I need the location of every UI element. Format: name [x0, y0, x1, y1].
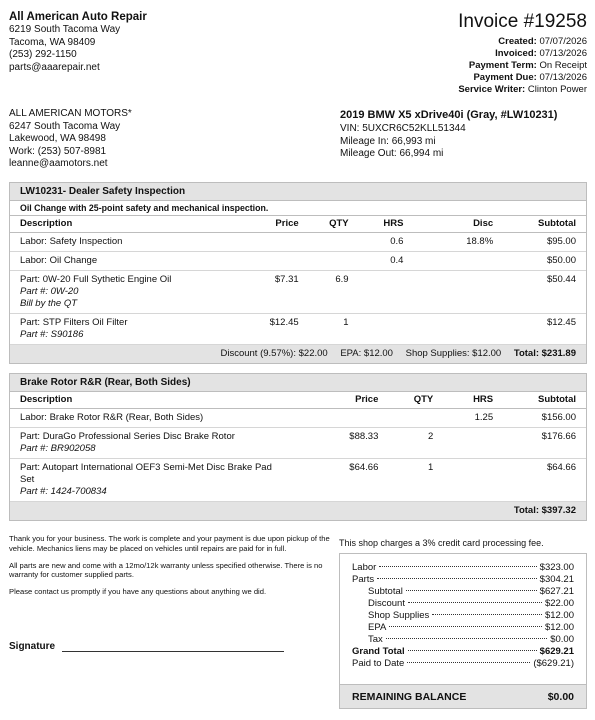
job-title: Brake Rotor R&R (Rear, Both Sides) — [10, 374, 586, 392]
remaining-balance-value: $0.00 — [547, 691, 574, 703]
invoice-created: Created: 07/07/2026 — [498, 36, 587, 47]
table-header-row — [10, 392, 586, 408]
table-row — [10, 270, 586, 313]
customer-name: ALL AMERICAN MOTORS* — [9, 108, 132, 119]
item-hrs: 0.4 — [359, 251, 414, 270]
col-hrs: HRS — [359, 216, 414, 232]
summary-shop-supplies: Shop Supplies $12.00 — [368, 610, 574, 621]
vehicle-mileage-in: Mileage In: 66,993 mi — [340, 135, 436, 147]
item-description-cell — [10, 270, 239, 313]
vehicle-vin: VIN: 5UXCR6C52KLL51344 — [340, 123, 466, 134]
item-subtotal: $12.45 — [503, 313, 586, 344]
summary-labor: Labor $323.00 — [352, 562, 574, 573]
col-qty: QTY — [309, 216, 359, 232]
item-price: $64.66 — [289, 458, 389, 501]
item-hrs: 0.6 — [359, 232, 414, 251]
item-price: $12.45 — [239, 313, 309, 344]
col-disc: Disc — [413, 216, 503, 232]
item-part-number: Part #: 1424-700834 — [20, 485, 107, 497]
note-contact: Please contact us promptly if you have any questions about anything we did. — [9, 587, 267, 597]
customer-address-line1: 6247 South Tacoma Way — [9, 120, 121, 132]
summary-subtotal: Subtotal $627.21 — [368, 586, 574, 597]
summary-discount: Discount $22.00 — [368, 598, 574, 609]
invoice-payment-due: Payment Due: 07/13/2026 — [473, 72, 587, 83]
customer-phone: Work: (253) 507-8981 — [9, 145, 107, 157]
shop-phone: (253) 292-1150 — [9, 49, 77, 60]
signature-label: Signature — [9, 641, 56, 652]
item-description: Part: DuraGo Professional Series Disc Brake Rotor — [20, 430, 235, 442]
job-shop-supplies: Shop Supplies: $12.00 — [405, 347, 502, 359]
invoice-invoiced: Invoiced: 07/13/2026 — [495, 48, 587, 59]
vehicle-mileage-out: Mileage Out: 66,994 mi — [340, 148, 444, 159]
job-footer — [10, 502, 586, 520]
item-price: $88.33 — [289, 427, 389, 458]
job-total: Total: $231.89 — [513, 347, 576, 359]
item-hrs — [359, 270, 414, 313]
job-total: Total: $397.32 — [513, 504, 576, 516]
shop-name: All American Auto Repair — [9, 11, 147, 23]
item-description: Labor: Safety Inspection — [10, 232, 239, 251]
customer-email[interactable]: leanne@aamotors.net — [9, 158, 108, 169]
item-note: Bill by the QT — [20, 297, 78, 309]
item-hrs — [359, 313, 414, 344]
job-title: LW10231- Dealer Safety Inspection — [10, 183, 586, 201]
job-discount: Discount (9.57%): $22.00 — [220, 347, 328, 359]
item-description: Part: 0W-20 Full Sythetic Engine Oil — [20, 273, 172, 285]
item-part-number: Part #: BR902058 — [20, 442, 96, 454]
summary-grand-total: Grand Total $629.21 — [352, 646, 574, 657]
item-hrs — [443, 427, 503, 458]
shop-info — [9, 10, 249, 74]
job-line-items-table — [10, 392, 586, 502]
item-description-cell — [10, 427, 289, 458]
item-part-number: Part #: S90186 — [20, 328, 84, 340]
invoice-header — [327, 10, 587, 96]
col-subtotal: Subtotal — [503, 216, 586, 232]
credit-card-note: This shop charges a 3% credit card processing fee. — [339, 538, 544, 548]
item-subtotal: $64.66 — [503, 458, 586, 501]
remaining-balance — [340, 684, 586, 708]
table-row — [10, 232, 586, 251]
item-disc — [413, 251, 503, 270]
job-epa: EPA: $12.00 — [340, 347, 393, 359]
col-description: Description — [10, 392, 289, 408]
job-description: Oil Change with 25-point safety and mechanical inspection. — [10, 201, 586, 216]
vehicle-title: 2019 BMW X5 xDrive40i (Gray, #LW10231) — [340, 109, 558, 121]
item-disc — [413, 270, 503, 313]
item-price — [239, 232, 309, 251]
item-qty: 1 — [309, 313, 359, 344]
item-hrs — [443, 458, 503, 501]
job-brake-rotor — [9, 373, 587, 521]
item-hrs: 1.25 — [443, 408, 503, 427]
item-price: $7.31 — [239, 270, 309, 313]
item-description: Part: STP Filters Oil Filter — [20, 316, 128, 328]
col-qty: QTY — [388, 392, 443, 408]
table-row — [10, 427, 586, 458]
item-qty — [388, 408, 443, 427]
job-safety-inspection — [9, 182, 587, 364]
item-subtotal: $50.00 — [503, 251, 586, 270]
item-price — [289, 408, 389, 427]
shop-email[interactable]: parts@aaarepair.net — [9, 61, 100, 73]
col-price: Price — [289, 392, 389, 408]
item-qty: 2 — [388, 427, 443, 458]
invoice-payment-term: Payment Term: On Receipt — [468, 60, 587, 71]
item-description: Labor: Brake Rotor R&R (Rear, Both Sides) — [10, 408, 289, 427]
shop-address-line1: 6219 South Tacoma Way — [9, 24, 121, 35]
summary-paid-to-date: Paid to Date ($629.21) — [352, 658, 574, 669]
item-qty: 6.9 — [309, 270, 359, 313]
item-subtotal: $176.66 — [503, 427, 586, 458]
note-payment: Thank you for your business. The work is complete and your payment is due upon pickup of the vehicle. Mechanics liens may be placed on vehicles until repairs are paid for in full. — [9, 534, 330, 553]
table-row — [10, 408, 586, 427]
item-subtotal: $156.00 — [503, 408, 586, 427]
item-description-cell — [10, 458, 289, 501]
summary-parts: Parts $304.21 — [352, 574, 574, 585]
col-subtotal: Subtotal — [503, 392, 586, 408]
table-row — [10, 458, 586, 501]
item-disc: 18.8% — [413, 232, 503, 251]
item-description: Labor: Oil Change — [10, 251, 239, 270]
col-price: Price — [239, 216, 309, 232]
invoice-title: Invoice #19258 — [458, 11, 587, 32]
remaining-balance-label: REMAINING BALANCE — [352, 691, 467, 703]
col-description: Description — [10, 216, 239, 232]
job-line-items-table — [10, 216, 586, 345]
invoice-service-writer: Service Writer: Clinton Power — [458, 84, 587, 95]
item-description-cell — [10, 313, 239, 344]
table-row — [10, 251, 586, 270]
item-subtotal: $50.44 — [503, 270, 586, 313]
table-row — [10, 313, 586, 344]
customer-info — [9, 108, 249, 171]
item-qty: 1 — [388, 458, 443, 501]
summary-epa: EPA $12.00 — [368, 622, 574, 633]
item-qty — [309, 251, 359, 270]
col-hrs: HRS — [443, 392, 503, 408]
item-description: Part: Autopart International OEF3 Semi-Met Disc Brake Pad Set — [20, 461, 272, 485]
shop-address-line2: Tacoma, WA 98409 — [9, 36, 96, 48]
item-qty — [309, 232, 359, 251]
invoice-notes — [9, 534, 334, 604]
summary-tax: Tax $0.00 — [368, 634, 574, 645]
invoice-summary — [339, 553, 587, 709]
item-part-number: Part #: 0W-20 — [20, 285, 79, 297]
job-footer — [10, 345, 586, 363]
note-warranty: All parts are new and come with a 12mo/12k warranty unless specified otherwise. There is no warranty for customer supplied parts. — [9, 560, 323, 580]
item-price — [239, 251, 309, 270]
signature-line[interactable] — [62, 651, 284, 652]
vehicle-info — [340, 108, 588, 161]
customer-address-line2: Lakewood, WA 98498 — [9, 133, 106, 144]
item-disc — [413, 313, 503, 344]
item-subtotal: $95.00 — [503, 232, 586, 251]
table-header-row — [10, 216, 586, 232]
